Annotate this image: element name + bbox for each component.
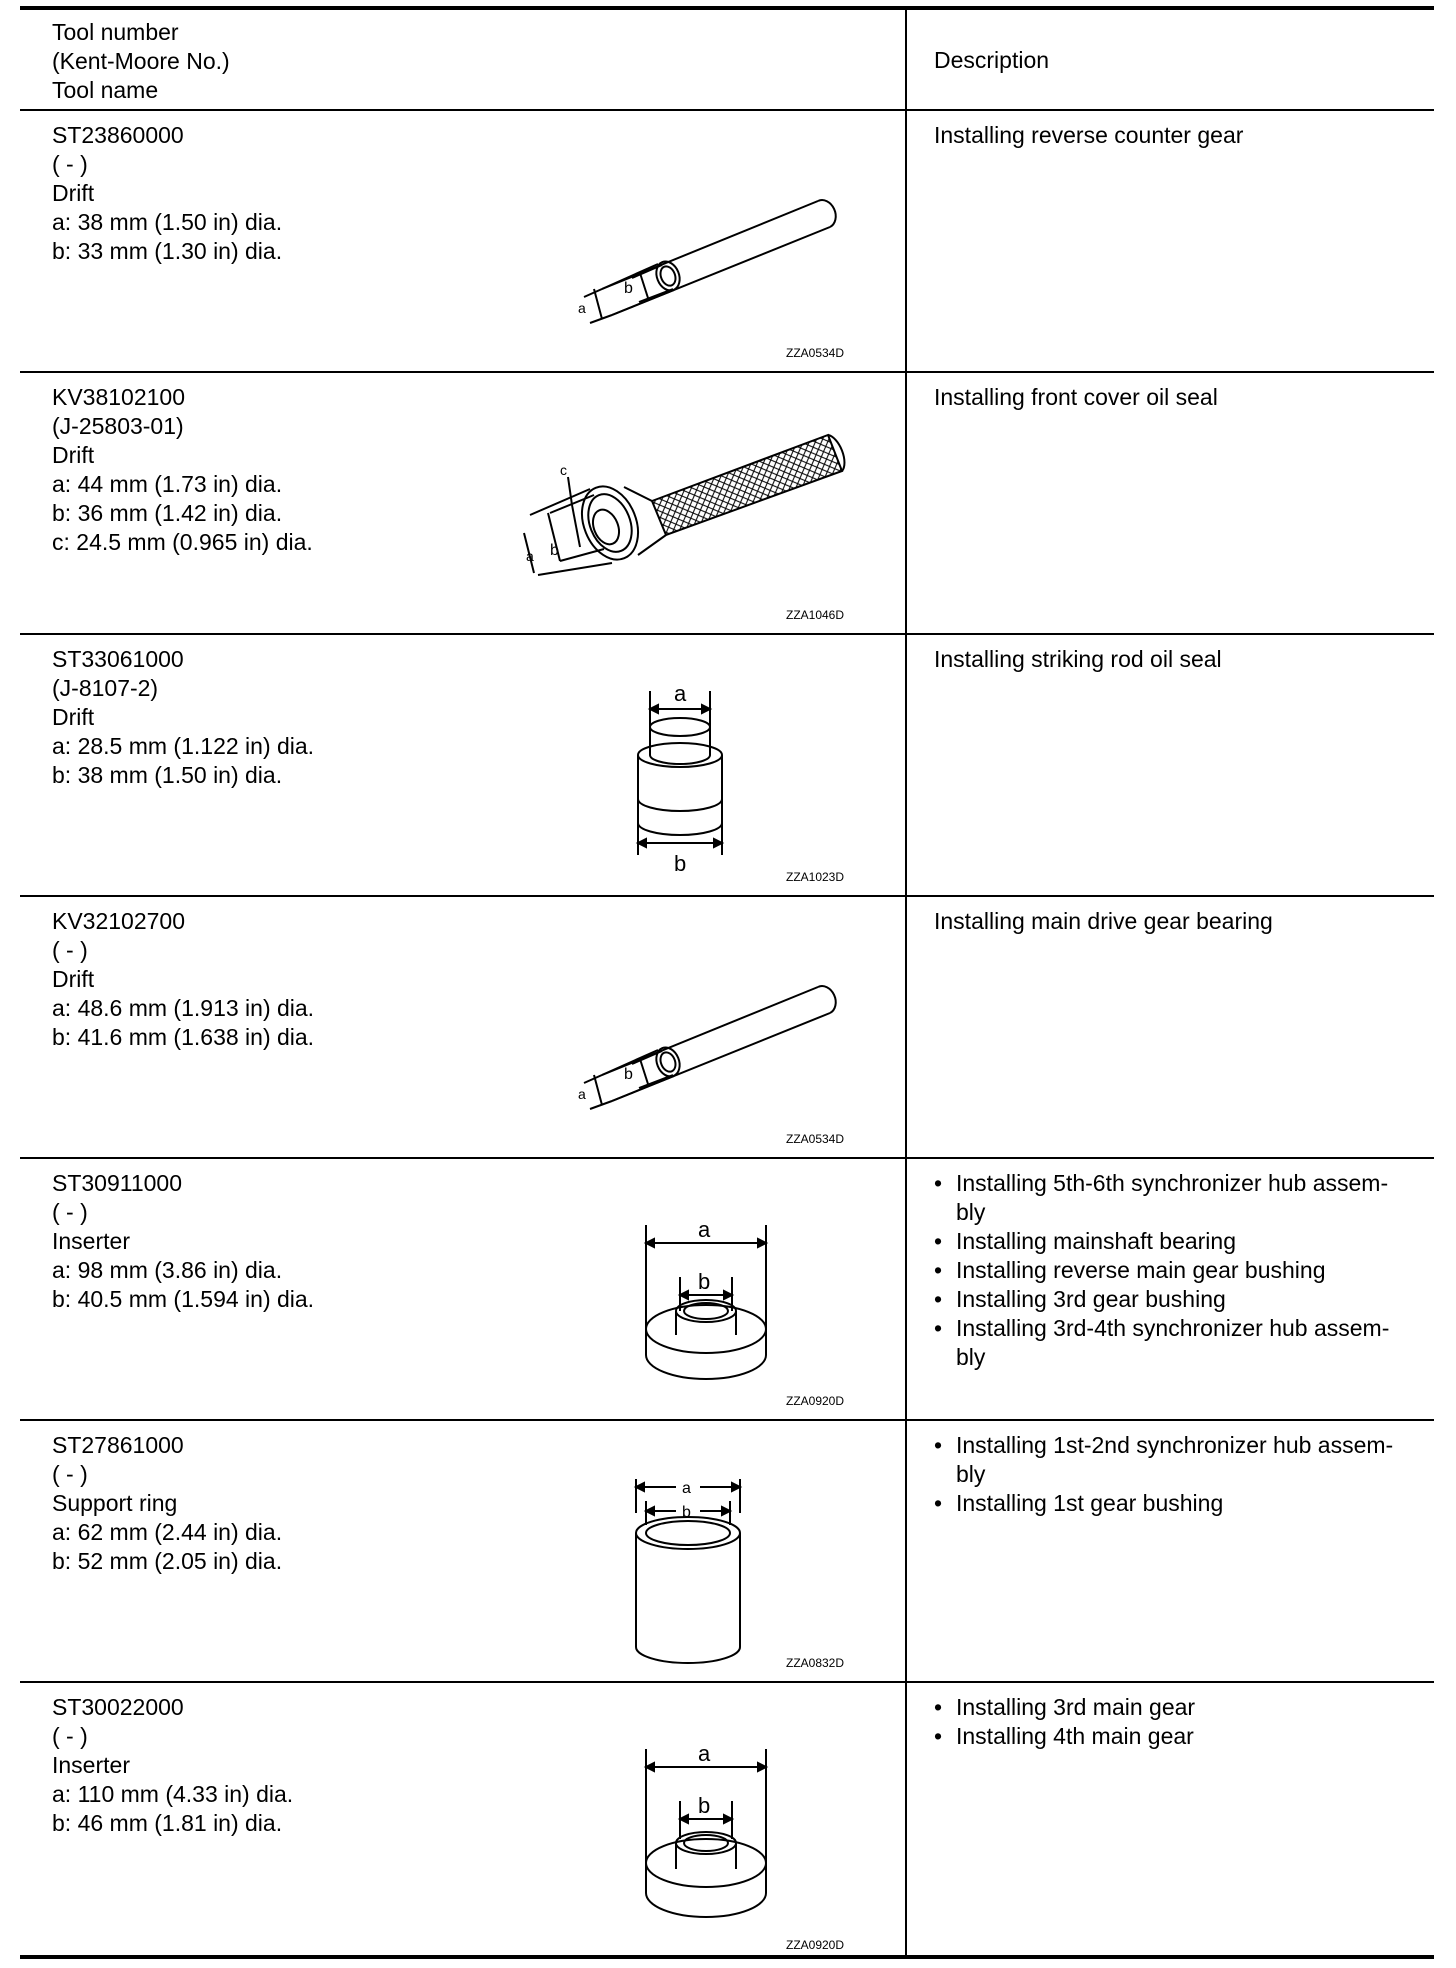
table-row xyxy=(20,1421,1434,1681)
kent-moore-number: ( - ) xyxy=(52,151,88,177)
dimension: a: 62 mm (2.44 in) dia. xyxy=(52,1519,283,1545)
tool-number: ST27861000 xyxy=(52,1432,184,1458)
tool-info xyxy=(52,383,313,557)
dimension: a: 48.6 mm (1.913 in) dia. xyxy=(52,995,315,1021)
figure-label-b: b xyxy=(682,1504,691,1521)
dimension: a: 110 mm (4.33 in) dia. xyxy=(52,1781,294,1807)
kent-moore-number: ( - ) xyxy=(52,1461,88,1487)
tool-name: Inserter xyxy=(52,1752,130,1778)
dimension: b: 46 mm (1.81 in) dia. xyxy=(52,1810,283,1836)
tool-info xyxy=(52,645,314,790)
table-row xyxy=(20,111,1434,371)
drift-pipe-figure xyxy=(540,161,860,361)
inserter-figure xyxy=(620,1733,870,1953)
kent-moore-number: ( - ) xyxy=(52,1199,88,1225)
figure-label-b: b xyxy=(674,851,687,876)
table-row xyxy=(20,1159,1434,1419)
kent-moore-number: ( - ) xyxy=(52,1723,88,1749)
tool-number: ST30911000 xyxy=(52,1170,183,1196)
tool-table xyxy=(20,6,1434,1959)
figure-label-a: a xyxy=(698,1217,711,1242)
figure-label-a: a xyxy=(578,300,586,316)
drift-stepped-figure xyxy=(620,675,870,895)
description-item: • Installing 3rd gear bushing xyxy=(934,1285,1424,1314)
dimension: a: 28.5 mm (1.122 in) dia. xyxy=(52,733,315,759)
kent-moore-number: (J-25803-01) xyxy=(52,413,184,439)
dimension: a: 44 mm (1.73 in) dia. xyxy=(52,471,283,497)
table-row xyxy=(20,373,1434,633)
figure-label-a: a xyxy=(526,548,534,564)
dimension: b: 36 mm (1.42 in) dia. xyxy=(52,500,283,526)
description-text: Installing main drive gear bearing xyxy=(934,908,1273,934)
figure-code: ZZA0920D xyxy=(786,1938,845,1952)
support-ring-figure xyxy=(620,1461,870,1681)
header-kent-moore: (Kent-Moore No.) xyxy=(52,48,230,74)
table-row xyxy=(20,897,1434,1157)
figure-label-a: a xyxy=(698,1741,711,1766)
dimension: b: 38 mm (1.50 in) dia. xyxy=(52,762,283,788)
header-tool-name: Tool name xyxy=(52,77,159,103)
table-row xyxy=(20,635,1434,895)
tool-name: Drift xyxy=(52,442,95,468)
figure-label-b: b xyxy=(698,1269,711,1294)
figure-label-a: a xyxy=(682,1480,691,1497)
figure-label-b: b xyxy=(624,280,633,297)
figure-code: ZZA1023D xyxy=(786,870,845,884)
header-tool-number: Tool number xyxy=(52,19,179,45)
figure-label-a: a xyxy=(578,1086,586,1102)
tool-name: Drift xyxy=(52,180,95,206)
inserter-figure xyxy=(620,1209,870,1419)
figure-label-c: c xyxy=(560,462,567,478)
figure-code: ZZA0534D xyxy=(786,1132,845,1146)
description xyxy=(934,1169,1424,1372)
description-text: Installing reverse counter gear xyxy=(934,122,1244,148)
description-item: • Installing 3rd-4th synchronizer hub assem- bly xyxy=(934,1314,1424,1372)
tool-number: KV32102700 xyxy=(52,908,186,934)
description xyxy=(934,383,1424,412)
tool-number: ST23860000 xyxy=(52,122,184,148)
table-header xyxy=(20,10,1434,109)
figure-code: ZZA0832D xyxy=(786,1656,845,1670)
tool-number: ST33061000 xyxy=(52,646,184,672)
tool-info xyxy=(52,1693,293,1838)
tool-info xyxy=(52,907,314,1052)
tool-number: KV38102100 xyxy=(52,384,186,410)
tool-name: Drift xyxy=(52,704,95,730)
drift-knurled-figure xyxy=(510,423,870,633)
description-item: • Installing 4th main gear xyxy=(934,1722,1424,1751)
tool-info xyxy=(52,121,282,266)
table-bottom-rule xyxy=(20,1955,1434,1959)
header-tool-column xyxy=(52,18,230,105)
description-text: Installing striking rod oil seal xyxy=(934,646,1222,672)
figure-code: ZZA1046D xyxy=(786,608,845,622)
description-item: • Installing 3rd main gear xyxy=(934,1693,1424,1722)
description-item: • Installing 1st gear bushing xyxy=(934,1489,1424,1518)
tool-name: Inserter xyxy=(52,1228,130,1254)
figure-label-a: a xyxy=(674,681,687,706)
description xyxy=(934,1431,1424,1518)
description-item: • Installing reverse main gear bushing xyxy=(934,1256,1424,1285)
description xyxy=(934,121,1424,150)
figure-label-b: b xyxy=(624,1066,633,1083)
description-item: • Installing 1st-2nd synchronizer hub assem- bly xyxy=(934,1431,1424,1489)
description-text: Installing front cover oil seal xyxy=(934,384,1218,410)
drift-pipe-figure xyxy=(540,947,860,1147)
dimension: a: 98 mm (3.86 in) dia. xyxy=(52,1257,283,1283)
tool-name: Drift xyxy=(52,966,95,992)
figure-label-b: b xyxy=(550,542,559,559)
figure-code: ZZA0534D xyxy=(786,346,845,360)
header-description: Description xyxy=(934,47,1050,73)
dimension: b: 40.5 mm (1.594 in) dia. xyxy=(52,1286,315,1312)
description-item: • Installing 5th-6th synchronizer hub assem- bly xyxy=(934,1169,1424,1227)
kent-moore-number: (J-8107-2) xyxy=(52,675,159,701)
tool-info xyxy=(52,1169,314,1314)
description xyxy=(934,1693,1424,1751)
kent-moore-number: ( - ) xyxy=(52,937,88,963)
figure-label-b: b xyxy=(698,1793,711,1818)
dimension: a: 38 mm (1.50 in) dia. xyxy=(52,209,283,235)
tool-name: Support ring xyxy=(52,1490,178,1516)
description xyxy=(934,645,1424,674)
dimension: c: 24.5 mm (0.965 in) dia. xyxy=(52,529,313,555)
tool-info xyxy=(52,1431,282,1576)
description-item: • Installing mainshaft bearing xyxy=(934,1227,1424,1256)
table-row xyxy=(20,1683,1434,1955)
description xyxy=(934,907,1424,936)
tool-number: ST30022000 xyxy=(52,1694,184,1720)
dimension: b: 41.6 mm (1.638 in) dia. xyxy=(52,1024,315,1050)
dimension: b: 52 mm (2.05 in) dia. xyxy=(52,1548,283,1574)
figure-code: ZZA0920D xyxy=(786,1394,845,1408)
dimension: b: 33 mm (1.30 in) dia. xyxy=(52,238,283,264)
